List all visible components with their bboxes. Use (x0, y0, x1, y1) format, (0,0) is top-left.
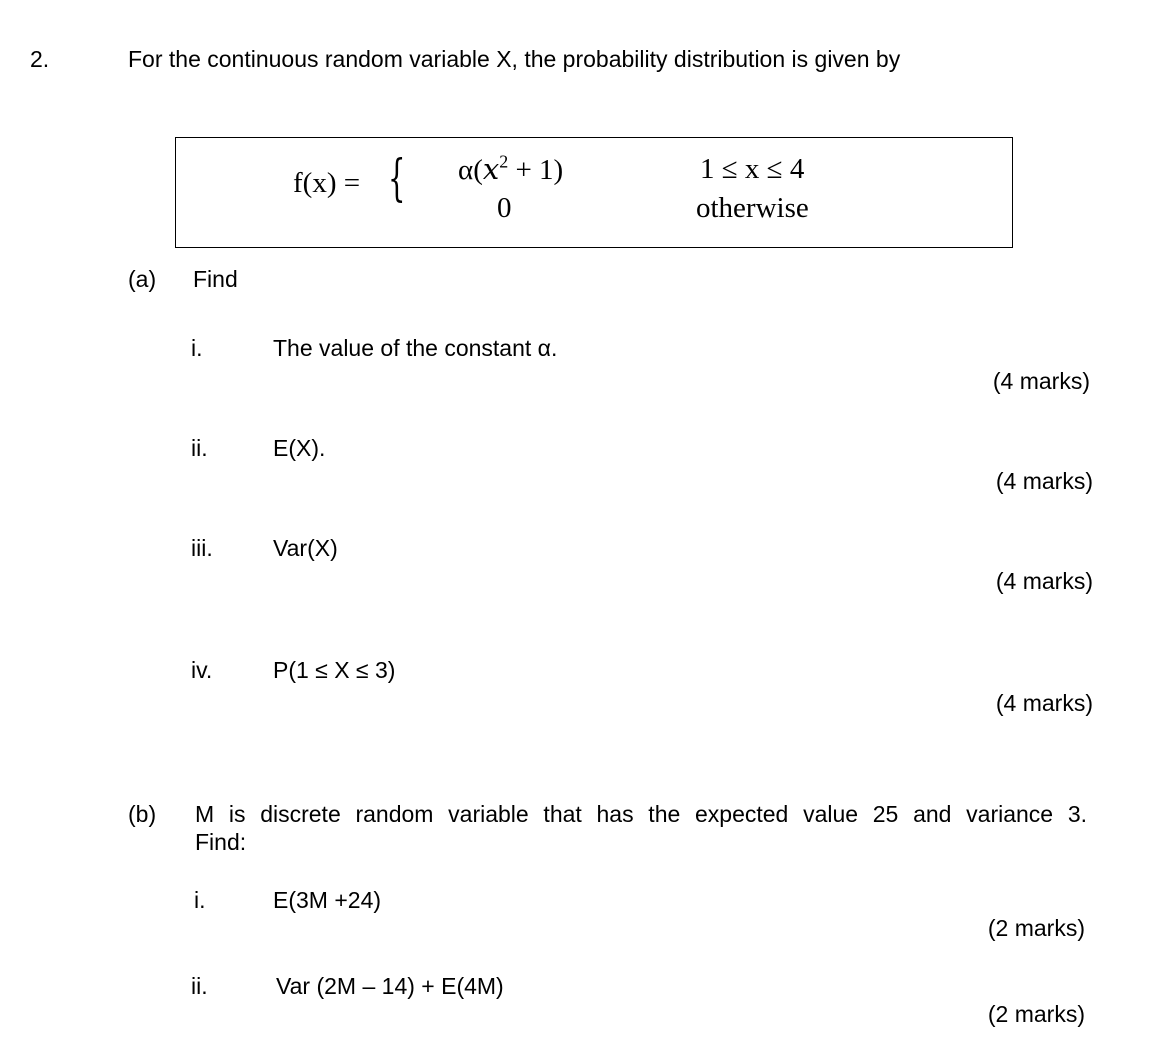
pdf-range: 1 ≤ x ≤ 4 (700, 153, 805, 185)
pdf-expr-alpha: α( (458, 154, 483, 186)
pdf-lhs: f(x) = (293, 167, 361, 199)
question-number: 2. (30, 46, 50, 72)
part-a-item-2-text: E(X). (273, 435, 326, 461)
piecewise-brace: { (388, 149, 406, 207)
part-b-item-1-text: E(3M +24) (273, 887, 382, 913)
pdf-expr-rest: + 1) (508, 154, 564, 186)
part-a-item-1-numeral: i. (191, 335, 203, 361)
part-b-item-2-text: Var (2M – 14) + E(4M) (276, 973, 504, 999)
part-b-label: (b) (128, 801, 157, 827)
part-b-item-1-numeral: i. (194, 887, 206, 913)
part-a-item-2-numeral: ii. (191, 435, 208, 461)
pdf-expr-x: x (482, 152, 500, 186)
part-b-intro-line2: Find: (195, 829, 247, 855)
part-b-item-2-numeral: ii. (191, 973, 208, 999)
part-a-item-1-text: The value of the constant α. (273, 335, 558, 361)
question-intro: For the continuous random variable X, the probability distribution is given by (128, 46, 901, 72)
part-a-label: (a) (128, 266, 157, 292)
part-b-item-1-marks: (2 marks) (987, 915, 1085, 941)
part-a-item-3-numeral: iii. (191, 535, 213, 561)
part-a-item-3-text: Var(X) (273, 535, 338, 561)
part-a-item-4-marks: (4 marks) (995, 690, 1093, 716)
part-a-item-2-marks: (4 marks) (995, 468, 1093, 494)
part-b-intro-line1: M is discrete random variable that has the expected value 25 and variance 3. (195, 801, 1087, 827)
part-a-item-4-numeral: iv. (191, 657, 213, 683)
pdf-expression (458, 152, 563, 187)
pdf-expr-power: 2 (499, 151, 509, 172)
part-a-item-4-text: P(1 ≤ X ≤ 3) (273, 657, 396, 683)
part-a-heading: Find (193, 266, 238, 292)
part-b-item-2-marks: (2 marks) (987, 1001, 1085, 1027)
pdf-otherwise: otherwise (696, 192, 809, 224)
part-a-item-1-marks: (4 marks) (992, 368, 1090, 394)
part-a-item-3-marks: (4 marks) (995, 568, 1093, 594)
pdf-zero: 0 (497, 192, 512, 224)
